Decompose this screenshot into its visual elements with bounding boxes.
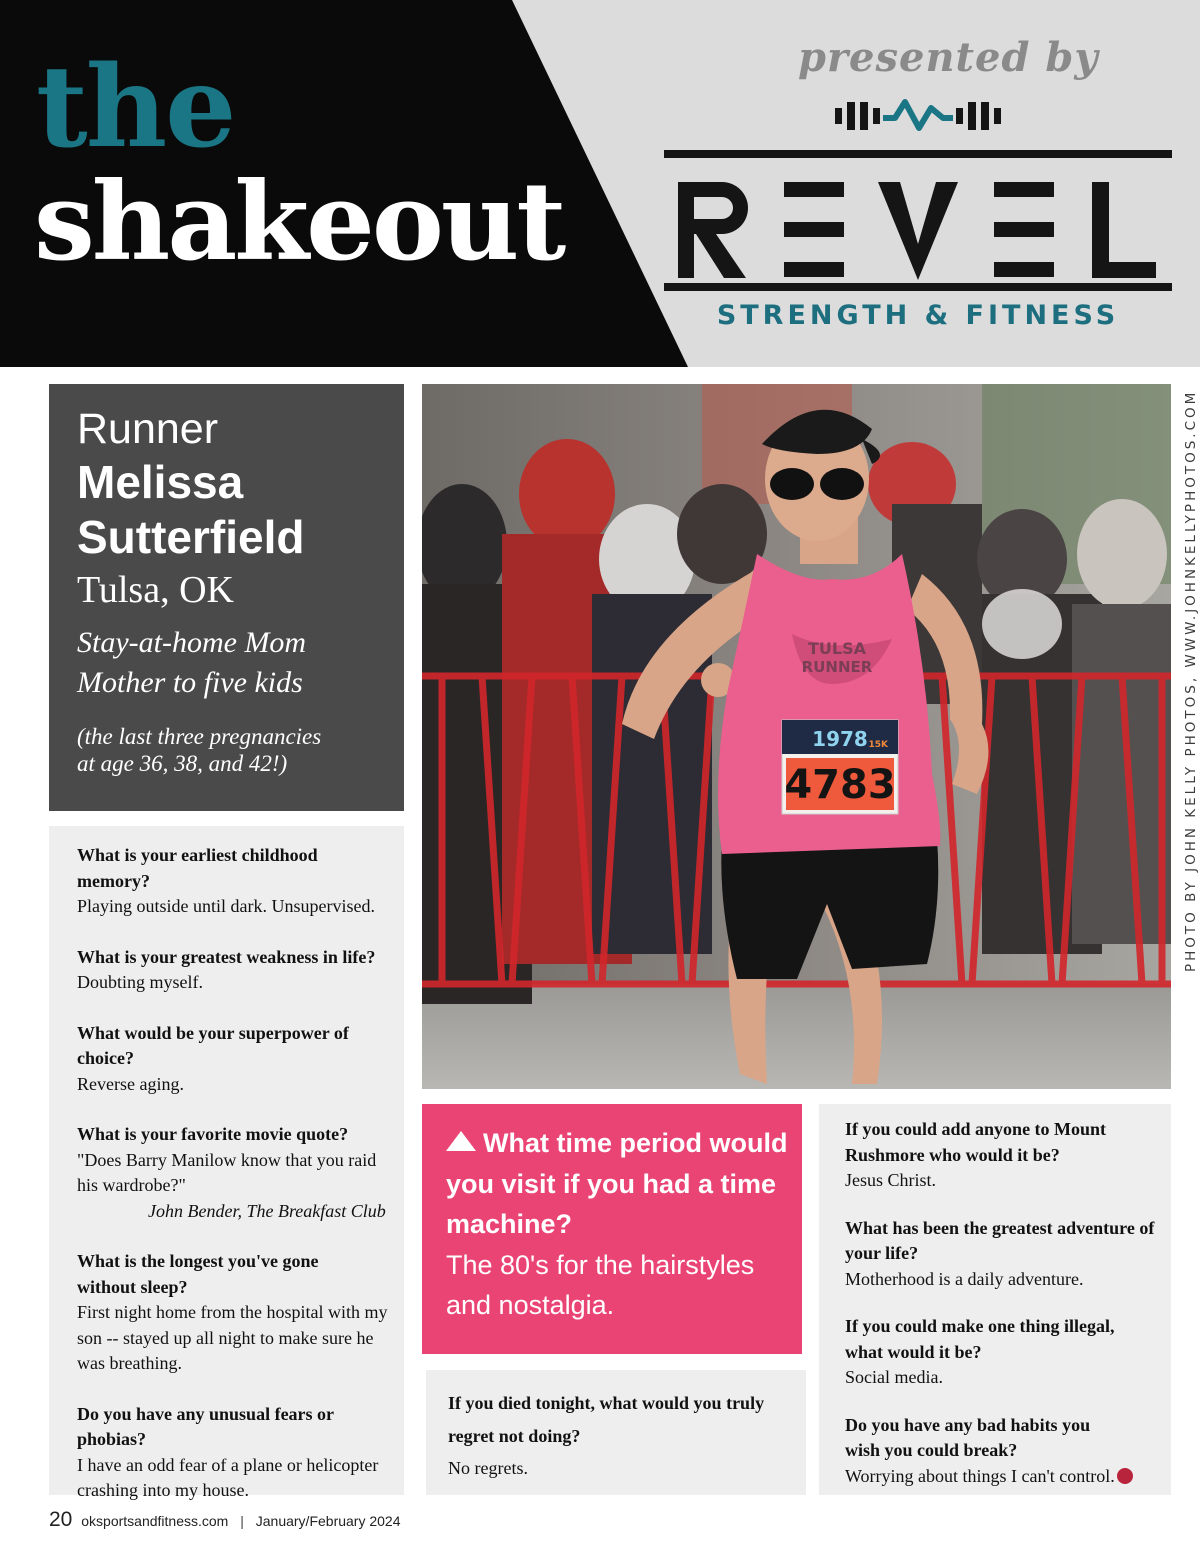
footer-issue: January/February 2024 xyxy=(255,1513,401,1529)
featured-question: What time period would you visit if you had a time machine? xyxy=(446,1128,788,1239)
qa-panel-left xyxy=(49,826,404,1500)
sponsor-tagline: STRENGTH & FITNESS xyxy=(716,300,1120,331)
qa-item xyxy=(845,1314,1161,1391)
qa-item xyxy=(77,1021,392,1098)
qa-question: Do you have any unusual fears or phobias? xyxy=(77,1403,334,1449)
presented-by-label: presented by xyxy=(798,34,1099,81)
qa-question: What is the longest you've gone without sleep? xyxy=(77,1251,319,1297)
race-bib xyxy=(782,720,898,814)
shirt-text-2: RUNNER xyxy=(801,658,873,676)
runner-occupation xyxy=(77,623,404,702)
occupation-line-1: Stay-at-home Mom xyxy=(77,626,307,660)
qa-question: What has been the greatest adventure of your life? xyxy=(845,1217,1155,1263)
qa-question: What is your favorite movie quote? xyxy=(77,1124,349,1144)
qa-question: If you died tonight, what would you truly regret not doing? xyxy=(448,1393,765,1446)
note-line-1: (the last three pregnancies xyxy=(77,723,322,749)
qa-item xyxy=(77,1249,392,1377)
qa-item xyxy=(845,1216,1161,1293)
qa-answer: I have an odd fear of a plane or helicopter crashing into my house. xyxy=(77,1454,379,1500)
qa-answer xyxy=(845,1464,1161,1490)
qa-item xyxy=(77,945,392,996)
qa-item xyxy=(77,1402,392,1504)
page-header xyxy=(0,0,1200,367)
page-number: 20 xyxy=(49,1508,73,1531)
revel-rule-top xyxy=(664,150,1172,158)
runner-first-name: Melissa xyxy=(77,456,244,509)
footer-website: oksportsandfitness.com xyxy=(81,1513,229,1529)
bib-number: 4783 xyxy=(784,762,896,808)
qa-answer: Playing outside until dark. Unsupervised. xyxy=(77,896,375,916)
featured-question-box xyxy=(422,1104,802,1354)
section-title-shakeout: shakeout xyxy=(34,159,564,285)
page-footer xyxy=(49,1508,401,1532)
qa-answer: First night home from the hospital with my son -- stayed up all night to make sure he was breathing. xyxy=(77,1302,388,1373)
runner-profile-box xyxy=(49,384,404,811)
qa-answer-text: Worrying about things I can't control. xyxy=(845,1465,1115,1486)
revel-logo-wordmark xyxy=(664,170,1172,280)
section-title-the: the xyxy=(36,42,235,173)
qa-item xyxy=(77,1122,392,1224)
qa-question: What is your earliest childhood memory? xyxy=(77,845,318,891)
shirt-text-1: TULSA xyxy=(807,639,867,658)
qa-panel-right xyxy=(819,1104,1171,1495)
qa-item xyxy=(845,1413,1161,1490)
qa-answer: Jesus Christ. xyxy=(845,1170,937,1190)
revel-rule-bottom xyxy=(664,283,1172,291)
runner-photo xyxy=(422,384,1171,1089)
qa-answer: Doubting myself. xyxy=(77,972,203,992)
qa-item xyxy=(845,1117,1161,1194)
qa-question: Do you have any bad habits you wish you could break? xyxy=(845,1414,1091,1460)
qa-answer: "Does Barry Manilow know that you raid his wardrobe?" xyxy=(77,1149,377,1195)
bib-distance: 15K xyxy=(868,740,888,750)
qa-item xyxy=(77,843,392,920)
kiss-emoji-icon xyxy=(1117,1468,1133,1484)
qa-answer: Reverse aging. xyxy=(77,1073,184,1094)
occupation-line-2: Mother to five kids xyxy=(77,666,303,700)
qa-answer: Social media. xyxy=(845,1367,943,1387)
footer-separator: | xyxy=(240,1513,244,1529)
qa-question: If you could add anyone to Mount Rushmore who would it be? xyxy=(845,1119,1107,1165)
photo-credit: PHOTO BY JOHN KELLY PHOTOS, WWW.JOHNKELLYPHOTOS.COM xyxy=(1183,389,1199,972)
quote-attribution: John Bender, The Breakfast Club xyxy=(148,1200,386,1221)
qa-question: What would be your superpower of choice? xyxy=(77,1022,349,1068)
note-line-2: at age 36, 38, and 42!) xyxy=(77,751,288,777)
runner-note xyxy=(77,723,404,778)
triangle-up-icon xyxy=(446,1131,476,1151)
qa-question: What is your greatest weakness in life? xyxy=(77,946,376,967)
qa-answer: No regrets. xyxy=(448,1458,528,1478)
revel-barbell-icon xyxy=(833,96,1003,136)
bib-event: 1978 xyxy=(812,727,868,751)
runner-last-name: Sutterfield xyxy=(77,510,305,563)
qa-panel-middle xyxy=(426,1370,806,1495)
runner-city: Tulsa, OK xyxy=(77,568,234,611)
qa-question: If you could make one thing illegal, what would it be? xyxy=(845,1316,1115,1362)
featured-answer: The 80's for the hairstyles and nostalgia. xyxy=(446,1249,755,1320)
profile-label: Runner xyxy=(77,405,219,453)
qa-answer: Motherhood is a daily adventure. xyxy=(845,1268,1084,1289)
